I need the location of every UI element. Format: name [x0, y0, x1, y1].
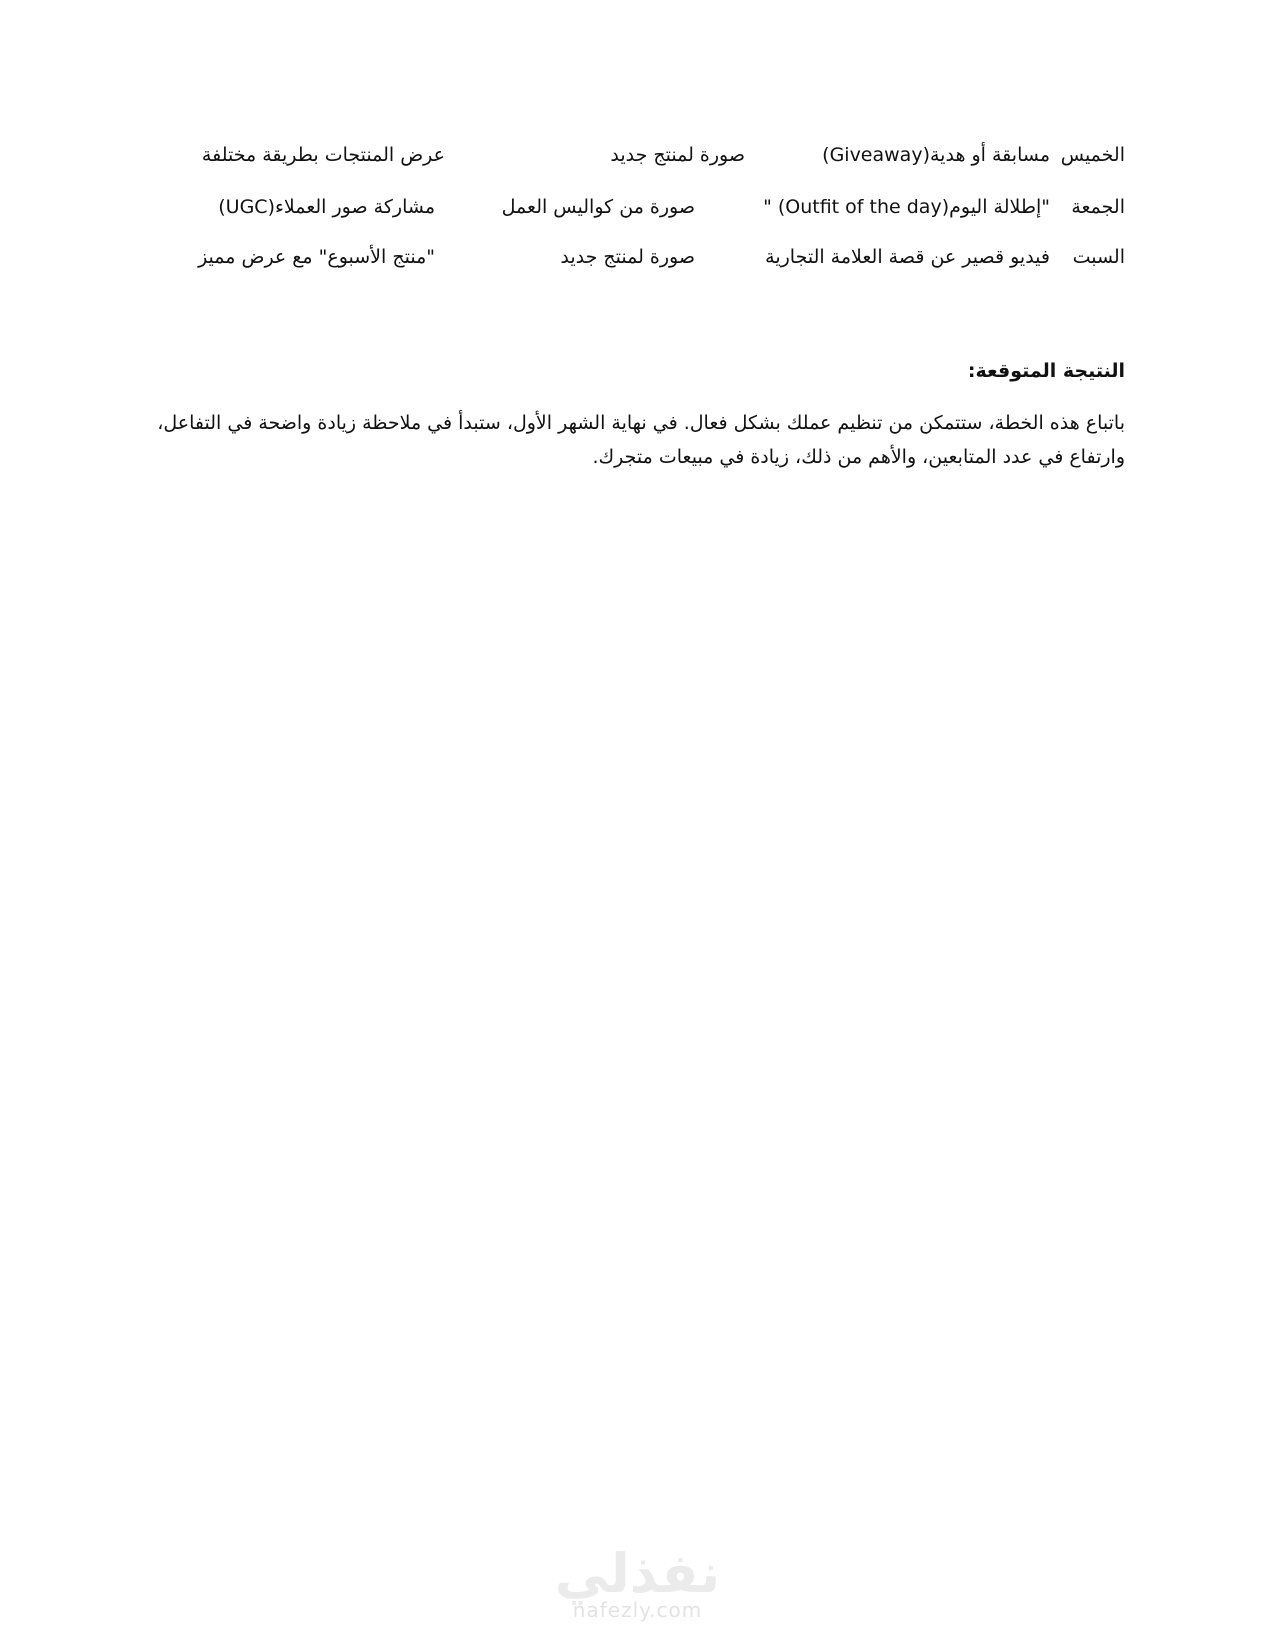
schedule-post-3: مشاركة صور العملاء(UGC)	[218, 196, 435, 218]
schedule-post-3: عرض المنتجات بطريقة مختلفة	[201, 144, 445, 166]
schedule-row-friday	[150, 190, 1125, 224]
schedule-row-thursday	[150, 138, 1125, 172]
schedule-day: الخميس	[1060, 144, 1125, 166]
expected-result-paragraph	[155, 406, 1125, 474]
schedule-post-1: "إطلالة اليوم(Outfit of the day) "	[763, 196, 1050, 218]
schedule-post-1: فيديو قصير عن قصة العلامة التجارية	[765, 246, 1050, 268]
paragraph-line: وارتفاع في عدد المتابعين، والأهم من ذلك، زيادة في مبيعات متجرك.	[592, 446, 1125, 468]
paragraph-line: باتباع هذه الخطة، ستتمكن من تنظيم عملك بشكل فعال. في نهاية الشهر الأول، ستبدأ في ملاحظة زيادة واضحة في التفاعل،	[157, 412, 1125, 434]
schedule-post-2: صورة لمنتج جديد	[560, 246, 695, 268]
schedule-post-2: صورة من كواليس العمل	[501, 196, 695, 218]
schedule-post-1: مسابقة أو هدية(Giveaway)	[822, 144, 1050, 166]
watermark-logo: نفذلي	[554, 1542, 721, 1605]
expected-result-heading: النتيجة المتوقعة:	[967, 360, 1125, 382]
schedule-day: السبت	[1072, 246, 1125, 268]
watermark-url: nafezly.com	[572, 1598, 703, 1622]
schedule-post-3: "منتج الأسبوع" مع عرض مميز	[198, 246, 435, 268]
watermark	[0, 1542, 1275, 1622]
schedule-post-2: صورة لمنتج جديد	[610, 144, 745, 166]
schedule-day: الجمعة	[1071, 196, 1125, 218]
schedule-row-saturday	[150, 240, 1125, 274]
